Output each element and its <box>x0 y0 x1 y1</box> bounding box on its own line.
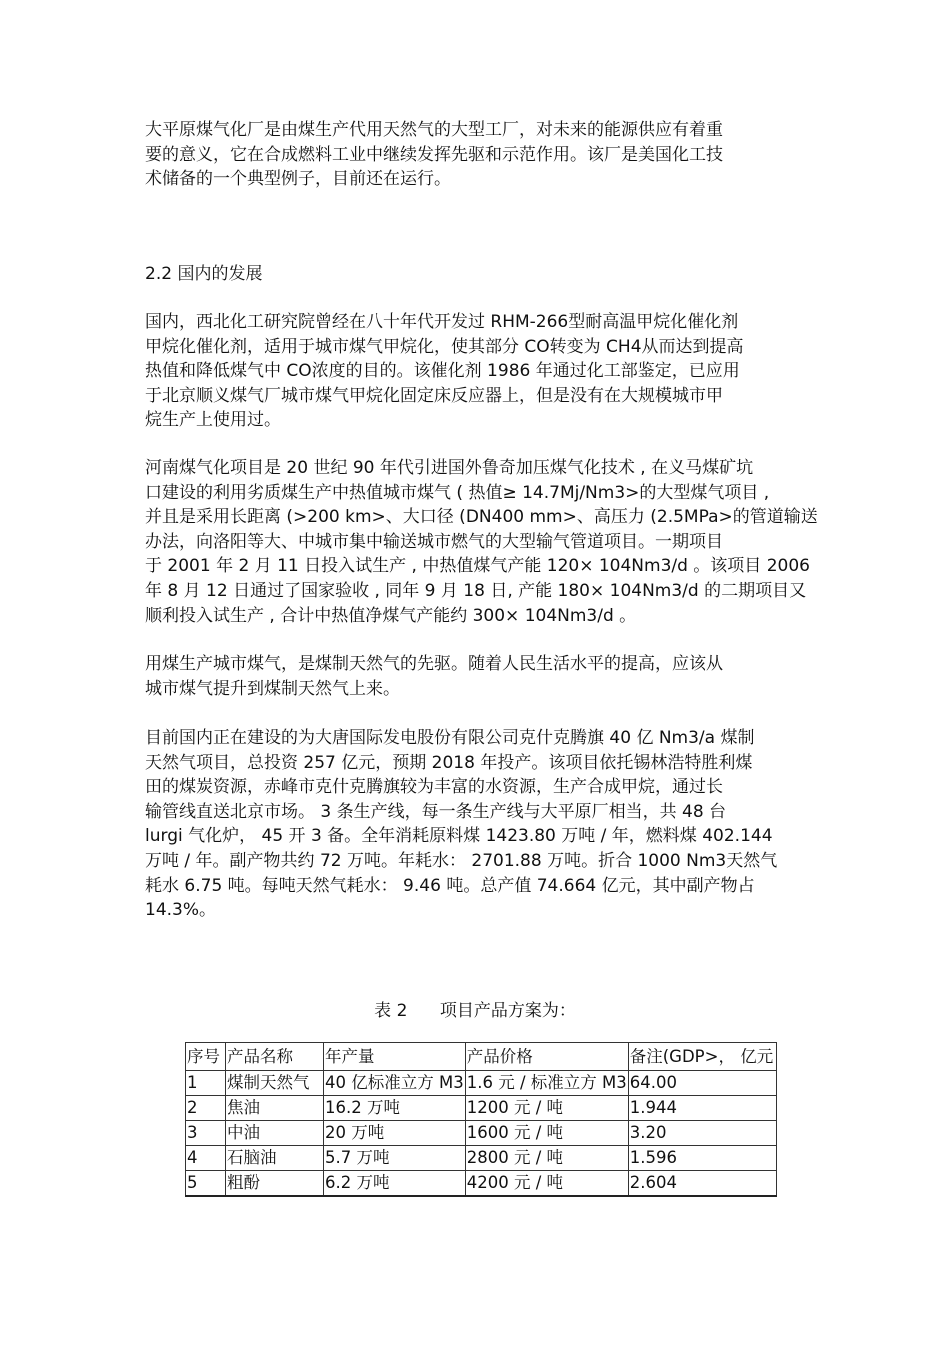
table-cell: 焦油 <box>226 1096 324 1121</box>
text-line: 大平原煤气化厂是由煤生产代用天然气的大型工厂，对未来的能源供应有着重 <box>145 120 723 140</box>
paragraph-datang-project <box>145 726 805 923</box>
table-cell: 3.20 <box>628 1121 776 1146</box>
text-line: 烷生产上使用过。 <box>145 410 281 431</box>
text-line: 口建设的利用劣质煤生产中热值城市煤气 ( 热值≥ 14.7Mj/Nm3>的大型煤气项目 , <box>145 482 770 503</box>
table-cell: 4200 元 / 吨 <box>465 1171 628 1197</box>
text-line: 14.3%。 <box>145 900 217 921</box>
text-line: 输管线直送北京市场。 3 条生产线，每一条生产线与大平原厂相当，共 48 台 <box>145 801 727 822</box>
table-cell: 2.604 <box>628 1171 776 1197</box>
header-cell: 备注(GDP>， 亿元 <box>628 1043 776 1071</box>
text-line: 甲烷化催化剂，适用于城市煤气甲烷化，使其部分 CO转变为 CH4从而达到提高 <box>145 336 744 357</box>
text-line: 耗水 6.75 吨。每吨天然气耗水： 9.46 吨。总产值 74.664 亿元，其中副产物占 <box>145 875 755 896</box>
table-cell: 1.944 <box>628 1096 776 1121</box>
table-cell: 1 <box>186 1071 226 1096</box>
table-cell: 煤制天然气 <box>226 1071 324 1096</box>
table-cell: 石脑油 <box>226 1146 324 1171</box>
header-cell: 产品名称 <box>226 1043 324 1071</box>
table-row <box>186 1071 777 1096</box>
table-row <box>186 1121 777 1146</box>
table-cell: 1600 元 / 吨 <box>465 1121 628 1146</box>
text-line: 顺利投入试生产 , 合计中热值净煤气产能约 300× 104Nm3/d 。 <box>145 605 637 626</box>
table-cell: 5.7 万吨 <box>324 1146 466 1171</box>
text-line: 于 2001 年 2 月 11 日投入试生产 , 中热值煤气产能 120× 104Nm3/d 。该项目 2006 <box>145 556 810 577</box>
text-line: 用煤生产城市煤气，是煤制天然气的先驱。随着人民生活水平的提高，应该从 <box>145 654 723 674</box>
table-cell: 4 <box>186 1146 226 1171</box>
text-line: 河南煤气化项目是 20 世纪 90 年代引进国外鲁奇加压煤气化技术 , 在义马煤矿坑 <box>145 458 754 478</box>
table-cell: 64.00 <box>628 1071 776 1096</box>
table-cell: 1.596 <box>628 1146 776 1171</box>
table-cell: 40 亿标准立方 M3 <box>324 1071 466 1096</box>
table-cell: 2800 元 / 吨 <box>465 1146 628 1171</box>
table-cell: 1200 元 / 吨 <box>465 1096 628 1121</box>
text-line: 要的意义，它在合成燃料工业中继续发挥先驱和示范作用。该厂是美国化工技 <box>145 144 723 165</box>
text-line: 天然气项目，总投资 257 亿元，预期 2018 年投产。该项目依托锡林浩特胜利煤 <box>145 752 753 773</box>
table-cell: 1.6 元 / 标准立方 M3 <box>465 1071 628 1096</box>
section-heading: 2.2 国内的发展 <box>145 264 263 284</box>
table-caption: 表 2 项目产品方案为： <box>374 1001 576 1021</box>
table-cell: 5 <box>186 1171 226 1197</box>
text-line: 田的煤炭资源，赤峰市克什克腾旗较为丰富的水资源，生产合成甲烷，通过长 <box>145 777 723 798</box>
text-line: 于北京顺义煤气厂城市煤气甲烷化固定床反应器上，但是没有在大规模城市甲 <box>145 385 723 406</box>
text-line: 办法，向洛阳等大、中城市集中输送城市燃气的大型输气管道项目。一期项目 <box>145 531 723 552</box>
table-row <box>186 1171 777 1197</box>
table-cell: 20 万吨 <box>324 1121 466 1146</box>
paragraph-henan-project <box>145 456 818 628</box>
table-cell: 中油 <box>226 1121 324 1146</box>
paragraph-city-gas <box>145 652 805 701</box>
table-cell: 2 <box>186 1096 226 1121</box>
text-line: 城市煤气提升到煤制天然气上来。 <box>145 678 400 699</box>
paragraph-intro <box>145 118 805 192</box>
table-cell: 6.2 万吨 <box>324 1171 466 1197</box>
text-line: lurgi 气化炉， 45 开 3 备。全年消耗原料煤 1423.80 万吨 / 年，燃料煤 402.144 <box>145 826 773 847</box>
product-table <box>185 1042 777 1197</box>
text-line: 术储备的一个典型例子，目前还在运行。 <box>145 169 451 190</box>
header-cell: 年产量 <box>324 1043 466 1071</box>
text-line: 目前国内正在建设的为大唐国际发电股份有限公司克什克腾旗 40 亿 Nm3/a 煤制 <box>145 728 755 748</box>
text-line: 年 8 月 12 日通过了国家验收 , 同年 9 月 18 日, 产能 180× 104Nm3/d 的二期项目又 <box>145 580 807 601</box>
header-cell: 产品价格 <box>465 1043 628 1071</box>
table-header-row <box>186 1043 777 1071</box>
text-line: 并且是采用长距离 (>200 km>、大口径 (DN400 mm>、高压力 (2.5MPa>的管道输送 <box>145 507 818 528</box>
text-line: 热值和降低煤气中 CO浓度的目的。该催化剂 1986 年通过化工部鉴定，已应用 <box>145 361 740 382</box>
table-cell: 3 <box>186 1121 226 1146</box>
text-line: 国内，西北化工研究院曾经在八十年代开发过 RHM-266型耐高温甲烷化催化剂 <box>145 312 739 332</box>
table-cell: 16.2 万吨 <box>324 1096 466 1121</box>
table-row <box>186 1146 777 1171</box>
header-cell: 序号 <box>186 1043 226 1071</box>
paragraph-catalyst <box>145 310 805 433</box>
table-cell: 粗酚 <box>226 1171 324 1197</box>
text-line: 万吨 / 年。副产物共约 72 万吨。年耗水： 2701.88 万吨。折合 1000 Nm3天然气 <box>145 850 778 871</box>
table-row <box>186 1096 777 1121</box>
